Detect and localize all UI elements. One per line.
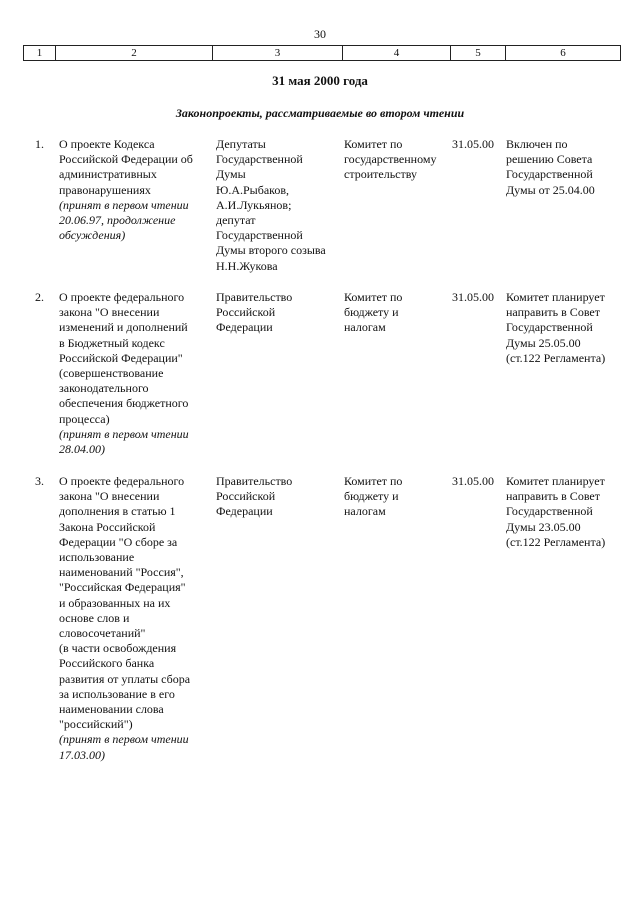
first-reading-note: (принят в первом чтении 28.04.00)	[59, 426, 189, 457]
bill-title-cell	[59, 137, 211, 243]
bill-title: О проекте федерального закона "О внесении изменений и дополнений в Бюджетный кодекс Российской Федерации" (совершенствование законодательного обеспечения бюджетного процесса)	[59, 290, 189, 426]
column-number-header	[23, 45, 621, 61]
first-reading-note: (принят в первом чтении 17.03.00)	[59, 732, 189, 762]
consideration-date: 31.05.00	[452, 137, 494, 151]
responsible-committee: Комитет по государственному строительству	[344, 137, 437, 182]
bill-title-cell	[59, 474, 211, 763]
bill-author: Правительство Российской Федерации	[216, 290, 293, 335]
first-reading-note: (принят в первом чтении 20.06.97, продолжение обсуждения)	[59, 197, 189, 243]
column-number-4: 4	[343, 46, 451, 60]
column-number-5: 5	[451, 46, 506, 60]
bill-author: Правительство Российской Федерации	[216, 474, 293, 519]
consideration-date: 31.05.00	[452, 474, 494, 488]
date-heading: 31 мая 2000 года	[272, 73, 368, 88]
column-number-2: 2	[56, 46, 213, 60]
responsible-committee: Комитет по бюджету и налогам	[344, 290, 403, 335]
status-note: Комитет планирует направить в Совет Государственной Думы 23.05.00 (ст.122 Регламента)	[506, 474, 606, 549]
bill-title: О проекте федерального закона "О внесении дополнения в статью 1 Закона Российской Федерации "О сборе за использование наименований "Россия", "Российская Федерация" и образованных на их основе слов и словосочетаний" (в части освобождения Российского банка развития от уплаты сбора за использование в его наименовании слова "российский")	[59, 474, 191, 732]
bill-author: Депутаты Государственной Думы Ю.А.Рыбаков, А.И.Лукьянов; депутат Государственной Думы второго созыва Н.Н.Жукова	[216, 137, 326, 273]
section-heading: Законопроекты, рассматриваемые во втором чтении	[175, 106, 465, 120]
status-note: Включен по решению Совета Государственной Думы от 25.04.00	[506, 137, 595, 197]
column-number-1: 1	[24, 46, 56, 60]
responsible-committee: Комитет по бюджету и налогам	[344, 474, 403, 519]
row-number: 2.	[35, 290, 44, 304]
row-number: 3.	[35, 474, 44, 488]
bill-title: О проекте Кодекса Российской Федерации об административных правонарушениях	[59, 137, 193, 197]
page-number: 30	[314, 27, 326, 41]
status-note: Комитет планирует направить в Совет Государственной Думы 25.05.00 (ст.122 Регламента)	[506, 290, 606, 365]
column-number-3: 3	[213, 46, 343, 60]
consideration-date: 31.05.00	[452, 290, 494, 304]
bill-title-cell	[59, 290, 211, 457]
row-number: 1.	[35, 137, 44, 151]
column-number-6: 6	[560, 47, 566, 59]
